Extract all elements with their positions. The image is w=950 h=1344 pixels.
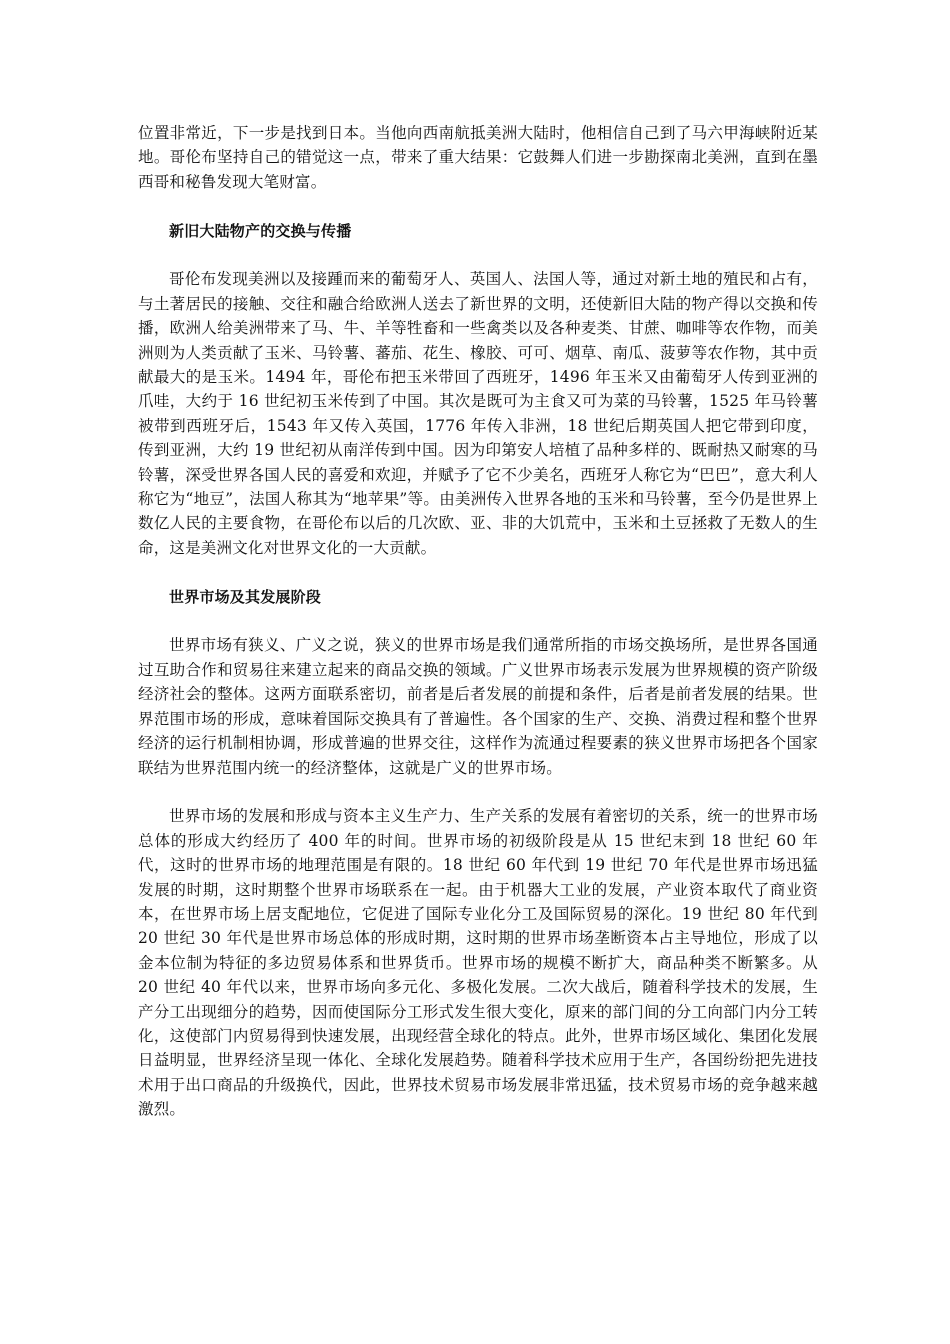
paragraph-continued: 位置非常近，下一步是找到日本。当他向西南航抵美洲大陆时，他相信自己到了马六甲海峡附近某地。哥伦布坚持自己的错觉这一点，带来了重大结果：它鼓舞人们进一步勘探南北美洲，直到在墨西哥和秘鲁发现大笔财富。 xyxy=(138,124,818,191)
document-body xyxy=(138,121,818,1146)
paragraph-world-market-definition: 世界市场有狭义、广义之说，狭义的世界市场是我们通常所指的市场交换场所，是世界各国通过互助合作和贸易往来建立起来的商品交换的领域。广义世界市场表示发展为世界规模的资产阶级经济社会的整体。这两方面联系密切，前者是后者发展的前提和条件，后者是前者发展的结果。世界范围市场的形成，意味着国际交换具有了普遍性。各个国家的生产、交换、消费过程和整个世界经济的运行机制相协调，形成普遍的世界交往，这样作为流通过程要素的狭义世界市场把各个国家联结为世界范围内统一的经济整体，这就是广义的世界市场。 xyxy=(138,636,818,777)
section-heading-world-market: 世界市场及其发展阶段 xyxy=(169,587,322,606)
paragraph-exchange: 哥伦布发现美洲以及接踵而来的葡萄牙人、英国人、法国人等，通过对新土地的殖民和占有，与土著居民的接触、交往和融合给欧洲人送去了新世界的文明，还使新旧大陆的物产得以交换和传播，欧洲人给美洲带来了马、牛、羊等牲畜和一些禽类以及各种麦类、甘蔗、咖啡等农作物，而美洲则为人类贡献了玉米、马铃薯、蕃茄、花生、橡胶、可可、烟草、南瓜、菠萝等农作物，其中贡献最大的是玉米。1494 年，哥伦布把玉米带回了西班牙，1496 年玉米又由葡萄牙人传到亚洲的爪哇，大约于 16 世纪初玉米传到了中国。其次是既可为主食又可为菜的马铃薯，1525 年马铃薯被带到西班牙后，1543 年又传入英国，1776 年传入非洲，18 世纪后期英国人把它带到印度，传到亚洲，大约 19 世纪初从南洋传到中国。因为印第安人培植了品种多样的、既耐热又耐寒的马铃薯，深受世界各国人民的喜爱和欢迎，并赋予了它不少美名，西班牙人称它为“巴巴”，意大利人称它为“地豆”，法国人称其为“地苹果”等。由美洲传入世界各地的玉米和马铃薯，至今仍是世界上数亿人民的主要食物，在哥伦布以后的几次欧、亚、非的大饥荒中，玉米和土豆拯救了无数人的生命，这是美洲文化对世界文化的一大贡献。 xyxy=(138,270,818,557)
paragraph-world-market-stages: 世界市场的发展和形成与资本主义生产力、生产关系的发展有着密切的关系，统一的世界市场总体的形成大约经历了 400 年的时间。世界市场的初级阶段是从 15 世纪末到 18 世纪 60 年代，这时的世界市场的地理范围是有限的。18 世纪 60 年代到 19 世纪 70 年代是世界市场迅猛发展的时期，这时期整个世界市场联系在一起。由于机器大工业的发展，产业资本取代了商业资本，在世界市场上居支配地位，它促进了国际专业化分工及国际贸易的深化。19 世纪 80 年代到 20 世纪 30 年代是世界市场总体的形成时期，这时期的世界市场垄断资本占主导地位，形成了以金本位制为特征的多边贸易体系和世界货币。世界市场的规模不断扩大，商品种类不断繁多。从 20 世纪 40 年代以来，世界市场向多元化、多极化发展。二次大战后，随着科学技术的发展，生产分工出现细分的趋势，因而使国际分工形式发生很大变化，原来的部门间的分工向部门内分工转化，这使部门内贸易得到快速发展，出现经营全球化的特点。此外，世界市场区域化、集团化发展日益明显，世界经济呈现一体化、全球化发展趋势。随着科学技术应用于生产，各国纷纷把先进技术用于出口商品的升级换代，因此，世界技术贸易市场发展非常迅猛，技术贸易市场的竞争越来越激烈。 xyxy=(138,807,818,1119)
section-heading-exchange: 新旧大陆物产的交换与传播 xyxy=(169,221,352,240)
